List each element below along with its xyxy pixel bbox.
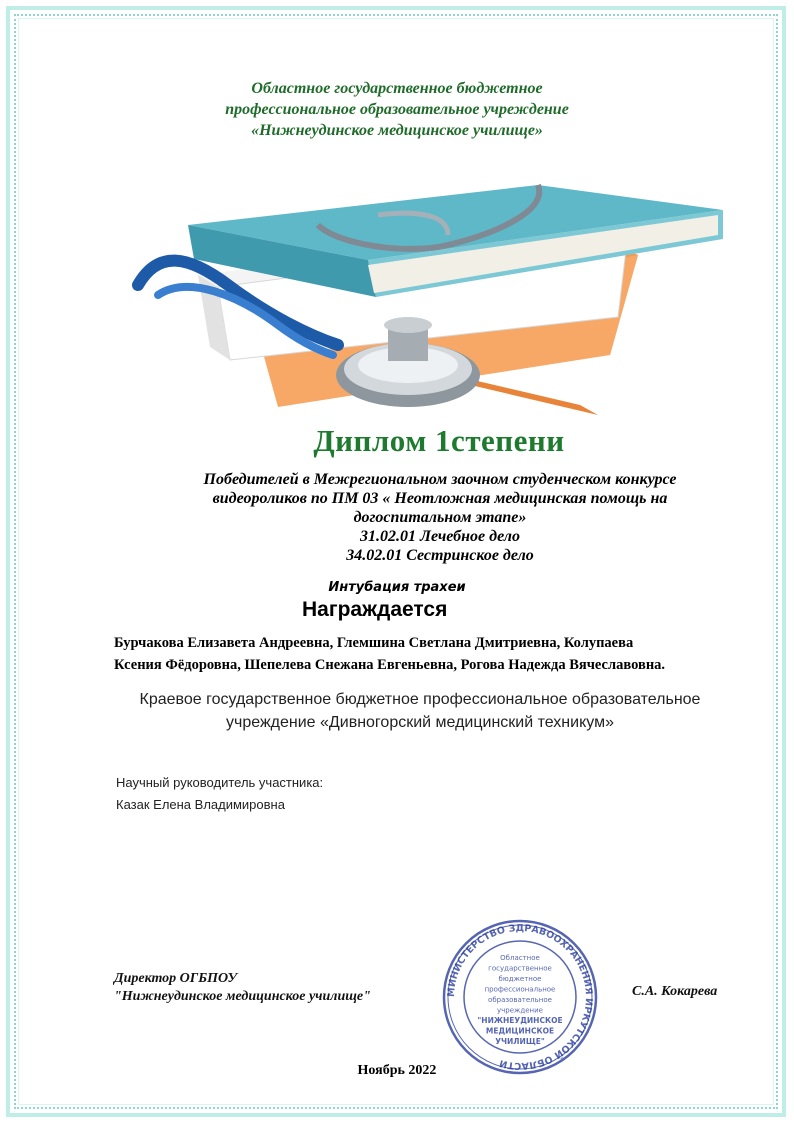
institution-line: учреждение «Дивногорский медицинский техникум» xyxy=(226,714,614,731)
subtitle-line: видеороликов по ПМ 03 « Неотложная медицинская помощь на xyxy=(212,490,668,507)
subtitle-line: догоспитальном этапе» xyxy=(353,509,527,526)
issue-date: Ноябрь 2022 xyxy=(357,1063,437,1078)
names-line: Бурчакова Елизавета Андреевна, Глемшина Светлана Дмитриевна, Колупаева xyxy=(114,635,634,651)
header-line: «Нижнеудинское медицинское училище» xyxy=(251,122,543,139)
subtitle-line: Победителей в Межрегиональном заочном студенческом конкурсе xyxy=(203,471,677,488)
names-line: Ксения Фёдоровна, Шепелева Снежана Евгеньевна, Рогова Надежда Вячеславовна. xyxy=(114,657,666,673)
director-block xyxy=(114,970,371,1006)
svg-text:государственное: государственное xyxy=(488,964,552,973)
specialty-line: 31.02.01 Лечебное дело xyxy=(360,528,520,545)
diploma-subtitle xyxy=(100,470,780,565)
svg-text:"НИЖНЕУДИНСКОЕ: "НИЖНЕУДИНСКОЕ xyxy=(477,1016,563,1025)
books-stethoscope-icon xyxy=(118,175,738,430)
header-line: Областное государственное бюджетное xyxy=(251,80,543,97)
diploma-title: Диплом 1степени xyxy=(313,423,565,458)
video-topic: Интубация трахеи xyxy=(328,580,466,595)
official-stamp xyxy=(440,918,600,1076)
awardee-names xyxy=(114,632,764,676)
svg-text:МЕДИЦИНСКОЕ: МЕДИЦИНСКОЕ xyxy=(485,1026,555,1036)
supervisor-block xyxy=(116,772,323,816)
institution-line: Краевое государственное бюджетное профессиональное образовательное xyxy=(139,691,701,708)
signer-name: С.А. Кокарева xyxy=(632,984,718,999)
svg-text:образовательное: образовательное xyxy=(488,996,552,1004)
awarded-label: Награждается xyxy=(302,598,448,621)
svg-text:бюджетное: бюджетное xyxy=(498,975,542,983)
header-line: профессиональное образовательное учреждение xyxy=(225,101,569,118)
supervisor-name: Казак Елена Владимировна xyxy=(116,797,285,812)
svg-text:УЧИЛИЩЕ": УЧИЛИЩЕ" xyxy=(495,1037,545,1046)
svg-text:учреждение: учреждение xyxy=(497,1006,543,1015)
specialty-line: 34.02.01 Сестринское дело xyxy=(346,547,534,564)
supervisor-label: Научный руководитель участника: xyxy=(116,775,324,790)
director-org: "Нижнеудинское медицинское училище" xyxy=(114,989,371,1004)
svg-text:МИНИСТЕРСТВО ЗДРАВООХРАНЕНИЯ И: МИНИСТЕРСТВО ЗДРАВООХРАНЕНИЯ ИРКУТСКОЙ ОБЛАСТИ xyxy=(445,922,595,1072)
director-title: Директор ОГБПОУ xyxy=(114,971,238,986)
svg-text:Областное: Областное xyxy=(500,954,540,962)
issuer-header xyxy=(0,78,794,141)
awardee-institution xyxy=(90,688,750,734)
svg-text:профессиональное: профессиональное xyxy=(484,985,556,994)
